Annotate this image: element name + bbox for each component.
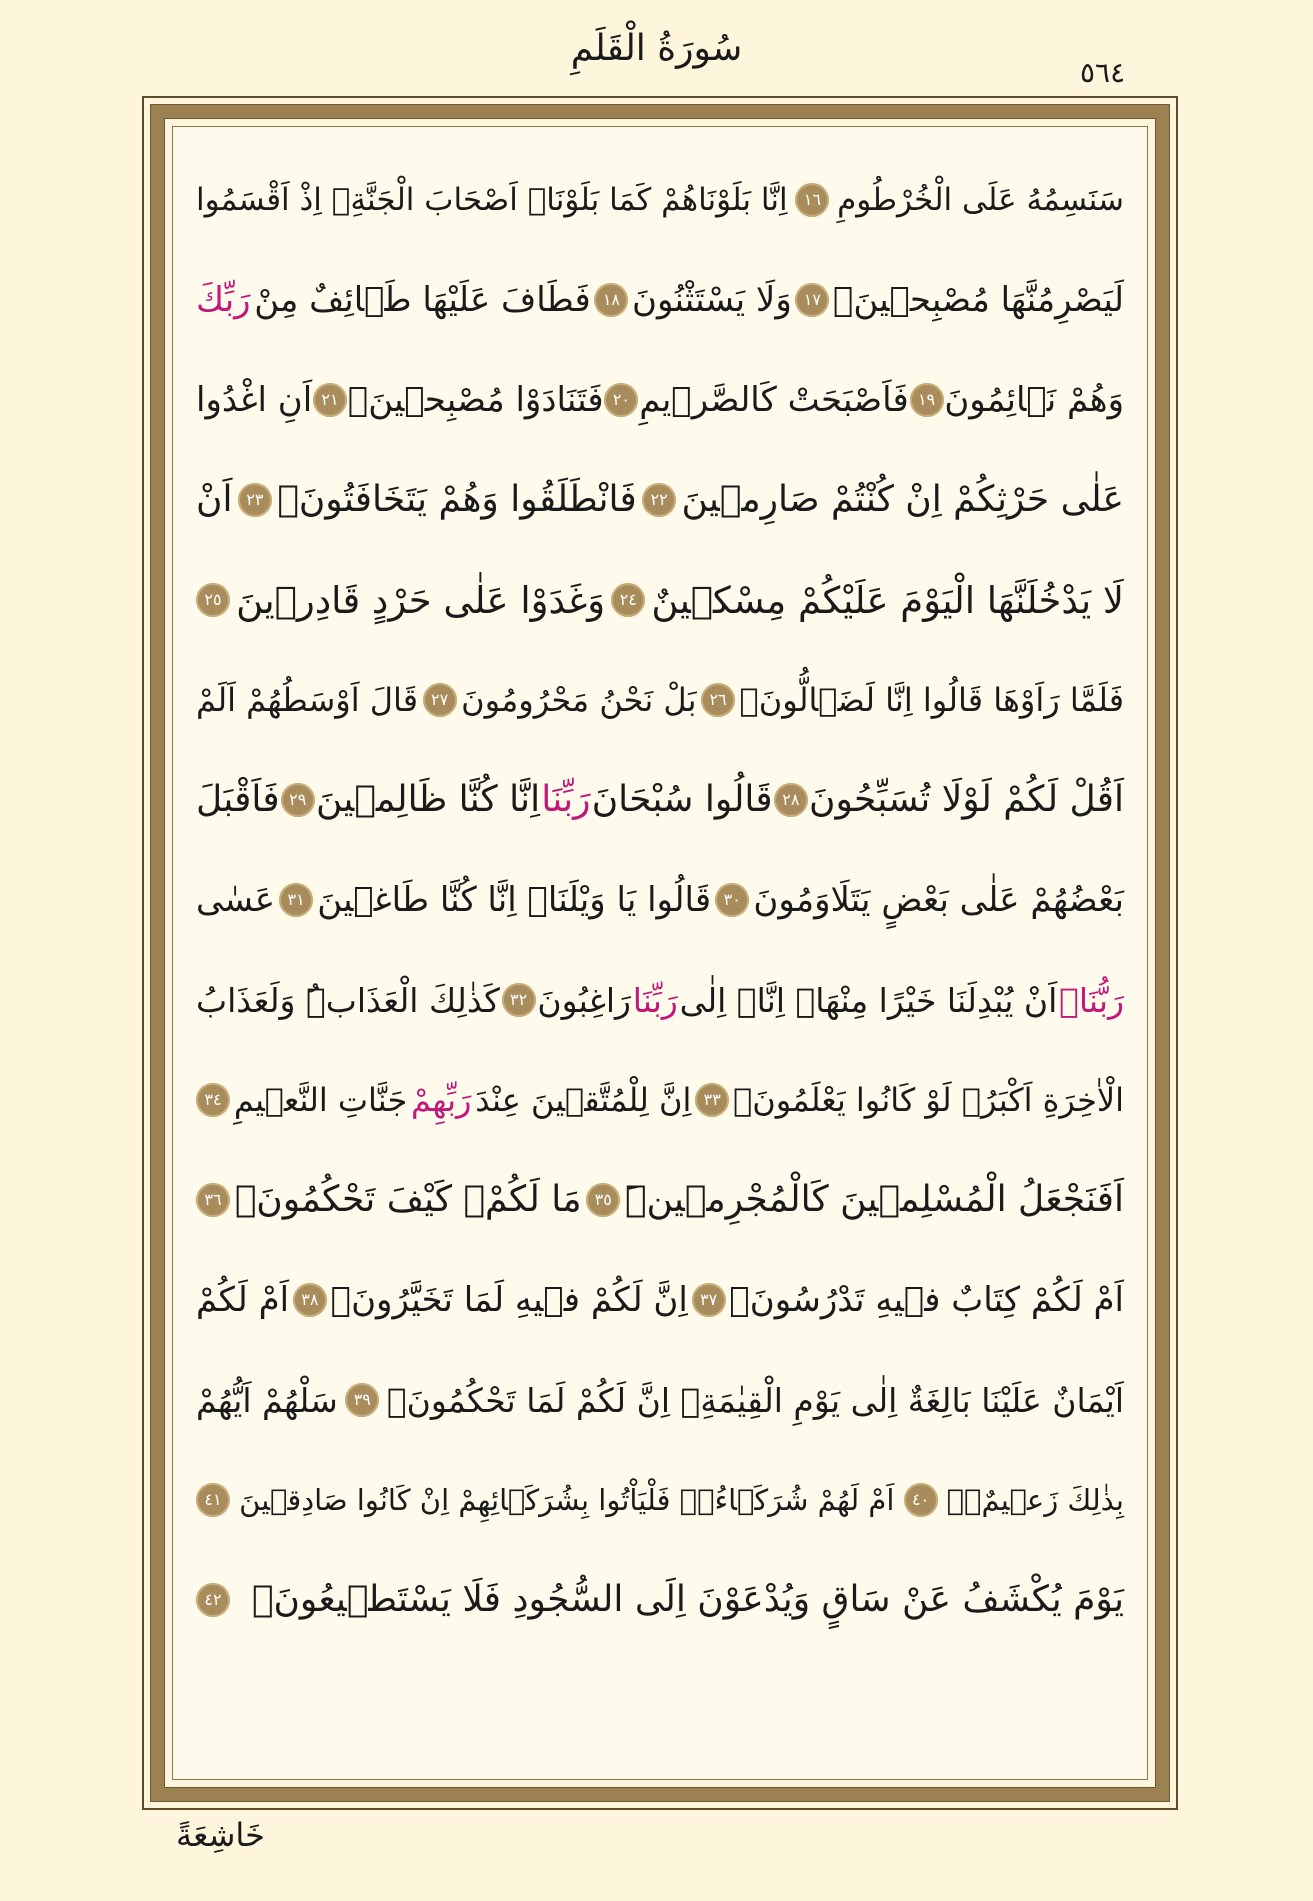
verse-text: اَفَنَجْعَلُ الْمُسْلِم۪ينَ كَالْمُجْرِم۪ينَۜ — [624, 1179, 1124, 1220]
text-line — [196, 950, 1124, 1050]
verse-text: فَاَقْبَلَ — [196, 779, 280, 820]
quran-text-area — [196, 150, 1124, 1750]
ayah-number-marker: ٣٦ — [196, 1183, 230, 1217]
ayah-number-marker: ٤١ — [196, 1483, 230, 1517]
ayah-number-marker: ٣٨ — [293, 1283, 327, 1317]
text-line — [196, 550, 1124, 650]
verse-text: اِنَّ لِلْمُتَّق۪ينَ عِنْدَ — [475, 1081, 692, 1119]
ayah-number-marker: ٢٥ — [196, 583, 230, 617]
text-line — [196, 1050, 1124, 1150]
text-line — [196, 450, 1124, 550]
verse-text: قَالُوا سُبْحَانَ — [591, 779, 773, 820]
ayah-number-marker: ٢٢ — [642, 483, 676, 517]
verse-text: وَغَدَوْا عَلٰى حَرْدٍ قَادِر۪ينَ — [236, 578, 606, 622]
verse-text: فَاَصْبَحَتْ كَالصَّر۪يمِ — [639, 380, 909, 420]
verse-text: الْاٰخِرَةِ اَكْبَرُۢ لَوْ كَانُوا يَعْلَمُونَ۟ — [733, 1081, 1124, 1119]
verse-text: كَذٰلِكَ الْعَذَابُۜ وَلَعَذَابُ — [196, 980, 500, 1020]
ayah-number-marker: ٢٨ — [774, 783, 808, 817]
page-number: ٥٦٤ — [1080, 56, 1126, 89]
verse-text: عَلٰى حَرْثِكُمْ اِنْ كُنْتُمْ صَارِم۪ينَ — [681, 479, 1124, 520]
divine-name-highlight: رَبُّنَاۤ — [1059, 980, 1124, 1020]
verse-text: لَا يَدْخُلَنَّهَا الْيَوْمَ عَلَيْكُمْ مِسْك۪ينٌ — [651, 578, 1124, 622]
verse-text: جَنَّاتِ النَّع۪يمِ — [233, 1081, 408, 1119]
verse-text: اَمْ لَكُمْ كِتَابٌ ف۪يهِ تَدْرُسُونَۙ — [729, 1280, 1124, 1320]
divine-name-highlight: رَبِّكَ — [196, 280, 251, 320]
text-line — [196, 750, 1124, 850]
ayah-number-marker: ٢٣ — [238, 483, 272, 517]
text-line — [196, 250, 1124, 350]
verse-text: اَنْ — [196, 479, 233, 520]
verse-text: قَالَ اَوْسَطُهُمْ اَلَمْ — [196, 681, 419, 719]
ayah-number-marker: ٤٠ — [904, 1483, 938, 1517]
ayah-number-marker: ١٩ — [910, 383, 944, 417]
ayah-number-marker: ١٨ — [594, 283, 628, 317]
verse-text: بَلْ نَحْنُ مَحْرُومُونَ — [461, 681, 697, 719]
ayah-number-marker: ٣١ — [279, 883, 313, 917]
ayah-number-marker: ٣٤ — [196, 1083, 230, 1117]
text-line — [196, 1450, 1124, 1550]
verse-text: اَمْ لَكُمْ — [196, 1280, 290, 1320]
verse-text: سَلْهُمْ اَيُّهُمْ — [196, 1380, 338, 1420]
ayah-number-marker: ٢٩ — [281, 783, 315, 817]
ayah-number-marker: ٣٣ — [695, 1083, 729, 1117]
verse-text: مَا لَكُمْ۠ كَيْفَ تَحْكُمُونَۚ — [234, 1179, 582, 1220]
verse-text: يَوْمَ يُكْشَفُ عَنْ سَاقٍ وَيُدْعَوْنَ اِلَى السُّجُودِ فَلَا يَسْتَط۪يعُونَۙ — [251, 1579, 1124, 1620]
verse-text: اَنِ اغْدُوا — [196, 380, 313, 420]
ayah-number-marker: ١٦ — [795, 183, 829, 217]
verse-text: اِنَّا بَلَوْنَاهُمْ كَمَا بَلَوْنَاۤ اَصْحَابَ الْجَنَّةِۚ اِذْ اَقْسَمُوا — [196, 181, 788, 218]
verse-text: بِذٰلِكَ زَع۪يمٌۚۛ — [946, 1482, 1124, 1517]
verse-text: اِنَّ لَكُمْ ف۪يهِ لَمَا تَخَيَّرُونَۚ — [330, 1280, 688, 1320]
text-line — [196, 1350, 1124, 1450]
verse-text: قَالُوا يَا وَيْلَنَاۤ اِنَّا كُنَّا طَاغ۪ينَ — [317, 880, 712, 920]
ayah-number-marker: ٢١ — [313, 383, 347, 417]
ayah-number-marker: ١٧ — [795, 283, 829, 317]
text-line — [196, 1250, 1124, 1350]
verse-text: لَيَصْرِمُنَّهَا مُصْبِح۪ينَۙ — [832, 280, 1124, 320]
verse-text: فَلَمَّا رَاَوْهَا قَالُوا اِنَّا لَضَۤالُّونَۙ — [739, 681, 1124, 719]
verse-text: فَتَنَادَوْا مُصْبِح۪ينَۙ — [347, 380, 604, 420]
verse-text: بَعْضُهُمْ عَلٰى بَعْضٍ يَتَلَاوَمُونَ — [753, 880, 1124, 920]
ayah-number-marker: ٣٧ — [692, 1283, 726, 1317]
ayah-number-marker: ٣٥ — [586, 1183, 620, 1217]
verse-text: عَسٰى — [196, 880, 276, 920]
verse-text: فَطَافَ عَلَيْهَا طَۤائِفٌ مِنْ — [254, 280, 591, 320]
ayah-number-marker: ٢٤ — [611, 583, 645, 617]
verse-text: وَلَا يَسْتَثْنُونَ — [632, 280, 792, 320]
text-line — [196, 650, 1124, 750]
ayah-number-marker: ٣٠ — [715, 883, 749, 917]
text-line — [196, 350, 1124, 450]
surah-title: سُورَةُ الْقَلَمِ — [570, 28, 743, 69]
text-line — [196, 850, 1124, 950]
catchword: خَاشِعَةً — [176, 1816, 265, 1854]
verse-text: اَمْ لَهُمْ شُرَكَۤاءُۚۛ فَلْيَاْتُوا بِشُرَكَۤائِهِمْ اِنْ كَانُوا صَادِق۪ينَ — [239, 1482, 895, 1517]
verse-text: اَقُلْ لَكُمْ لَوْلَا تُسَبِّحُونَ — [809, 779, 1124, 820]
ayah-number-marker: ٢٠ — [604, 383, 638, 417]
ayah-number-marker: ٢٧ — [423, 683, 457, 717]
verse-text: وَهُمْ نَۤائِمُونَ — [944, 380, 1124, 420]
divine-name-highlight: رَبِّهِمْ — [411, 1081, 472, 1119]
text-line — [196, 150, 1124, 250]
ayah-number-marker: ٣٩ — [345, 1383, 379, 1417]
verse-text: اَيْمَانٌ عَلَيْنَا بَالِغَةٌ اِلٰى يَوْمِ الْقِيٰمَةِۙ اِنَّ لَكُمْ لَمَا تَحْكُمُونَۚ — [386, 1380, 1124, 1420]
text-line — [196, 1550, 1124, 1650]
verse-text: رَاغِبُونَ — [537, 980, 631, 1020]
verse-text: اَنْ يُبْدِلَنَا خَيْرًا مِنْهَاۤ اِنَّاۤ اِلٰى — [679, 980, 1058, 1020]
verse-text: اِنَّا كُنَّا ظَالِم۪ينَ — [315, 779, 541, 820]
ayah-number-marker: ٢٦ — [701, 683, 735, 717]
verse-text: فَانْطَلَقُوا وَهُمْ يَتَخَافَتُونَۙ — [277, 479, 637, 520]
ayah-number-marker: ٤٢ — [196, 1583, 230, 1617]
divine-name-highlight: رَبِّنَا — [541, 779, 591, 820]
verse-text: سَنَسِمُهُ عَلَى الْخُرْطُومِ — [837, 181, 1124, 218]
ayah-number-marker: ٣٢ — [502, 983, 536, 1017]
text-line — [196, 1150, 1124, 1250]
divine-name-highlight: رَبِّنَا — [632, 980, 678, 1020]
